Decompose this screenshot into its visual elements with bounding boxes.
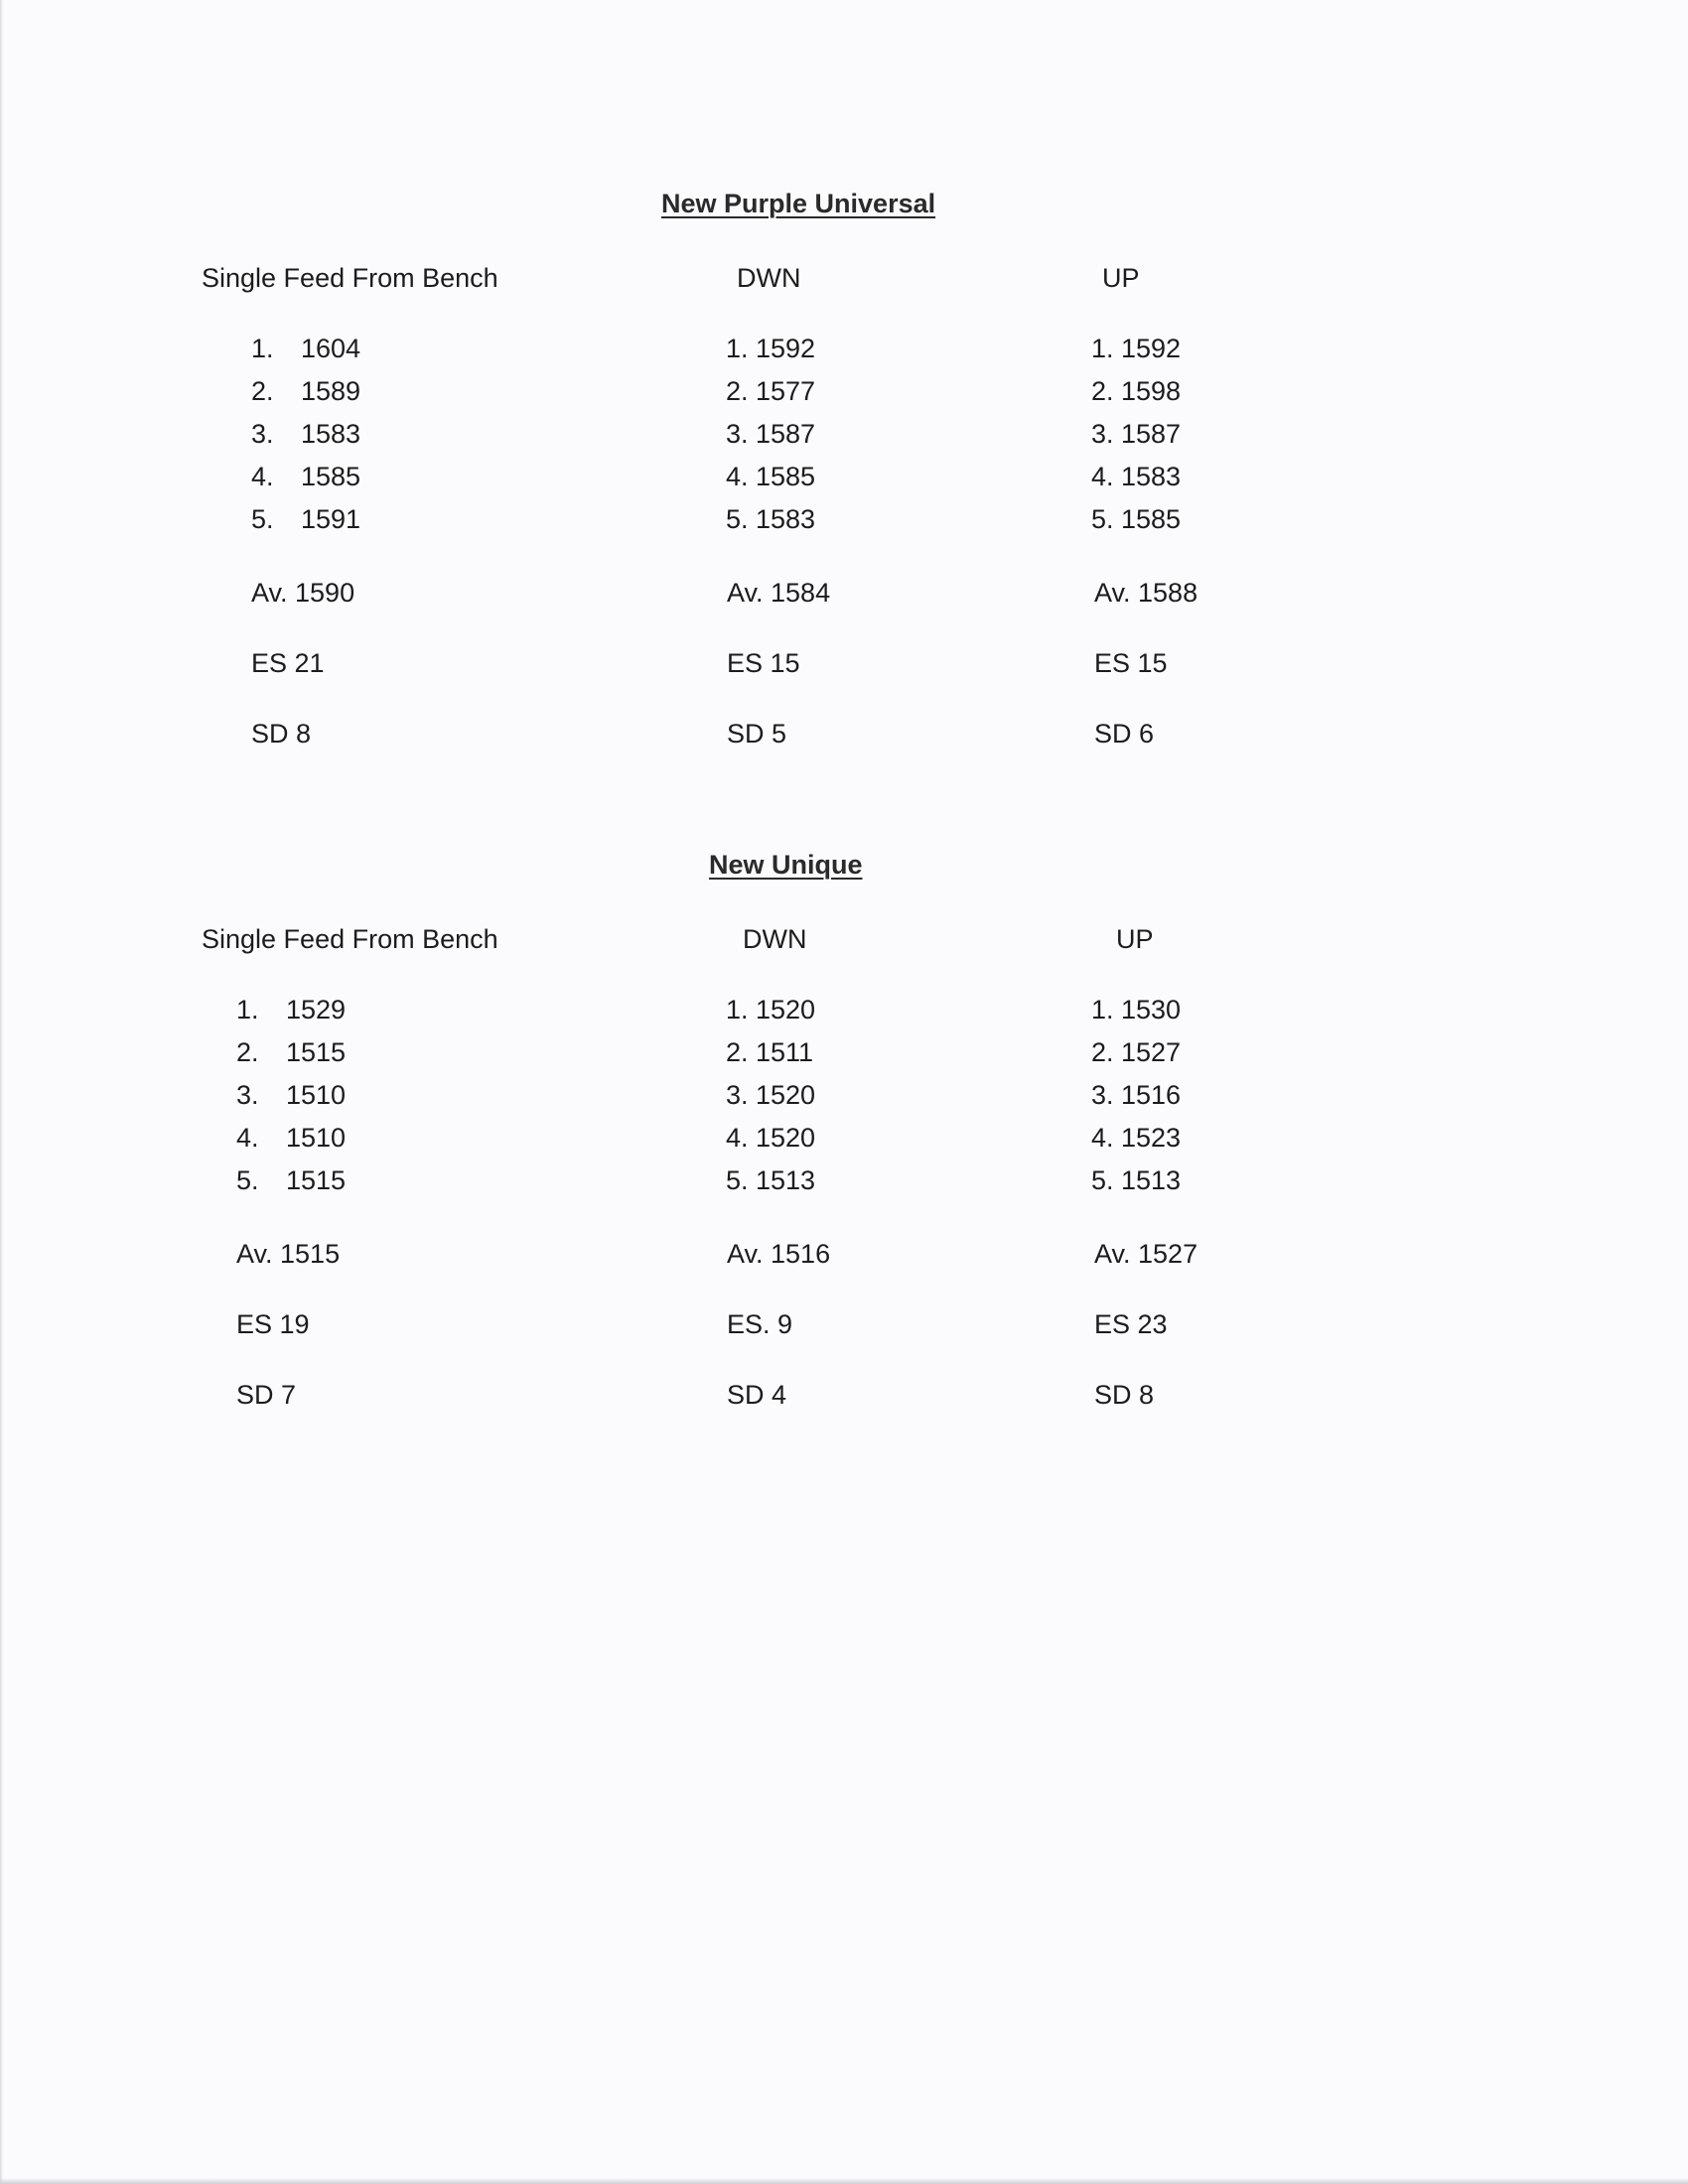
reading-value: 1583 bbox=[756, 504, 816, 534]
section-new-purple-universal bbox=[0, 189, 1688, 824]
section-title: New Unique bbox=[709, 850, 863, 880]
scan-bottom-edge bbox=[0, 2178, 1688, 2184]
reading-item bbox=[1091, 413, 1507, 456]
reading-value: 1583 bbox=[1121, 462, 1182, 491]
reading-item bbox=[1091, 1160, 1507, 1202]
reading-item bbox=[1091, 498, 1507, 541]
reading-number: 1. bbox=[251, 334, 274, 363]
reading-value: 1530 bbox=[1121, 995, 1182, 1024]
column-header: DWN bbox=[743, 924, 807, 954]
reading-number: 4. bbox=[251, 462, 274, 491]
readings-list bbox=[1051, 989, 1507, 1202]
reading-number: 1. bbox=[1091, 334, 1114, 363]
column-header: Single Feed From Bench bbox=[202, 924, 498, 954]
reading-value: 1604 bbox=[301, 334, 361, 363]
reading-value: 1516 bbox=[1121, 1080, 1182, 1110]
reading-value: 1592 bbox=[1121, 334, 1182, 363]
reading-item bbox=[251, 370, 658, 413]
reading-number: 4. bbox=[726, 1123, 749, 1153]
reading-number: 5. bbox=[726, 504, 749, 534]
column-single-feed-from-bench bbox=[202, 258, 658, 753]
reading-item bbox=[251, 328, 658, 370]
extreme-spread-value: ES 15 bbox=[1094, 648, 1168, 678]
reading-number: 5. bbox=[251, 504, 274, 534]
reading-number: 2. bbox=[251, 376, 274, 406]
reading-value: 1510 bbox=[286, 1123, 347, 1153]
reading-item bbox=[1091, 1031, 1507, 1074]
reading-number: 1. bbox=[726, 995, 749, 1024]
reading-number: 5. bbox=[726, 1165, 749, 1195]
reading-value: 1527 bbox=[1121, 1037, 1182, 1067]
readings-list bbox=[202, 328, 658, 541]
standard-deviation-value: SD 5 bbox=[727, 719, 787, 749]
reading-value: 1583 bbox=[301, 419, 361, 449]
reading-number: 2. bbox=[726, 1037, 749, 1067]
readings-list bbox=[1051, 328, 1507, 541]
standard-deviation-value: SD 8 bbox=[1094, 1380, 1155, 1410]
reading-value: 1529 bbox=[286, 995, 347, 1024]
reading-item bbox=[236, 1160, 658, 1202]
standard-deviation-value: SD 4 bbox=[727, 1380, 787, 1410]
reading-number: 3. bbox=[251, 419, 274, 449]
reading-number: 4. bbox=[726, 462, 749, 491]
section-title: New Purple Universal bbox=[661, 189, 936, 218]
average-value: Av. 1515 bbox=[236, 1239, 341, 1269]
column-header: Single Feed From Bench bbox=[202, 263, 498, 293]
extreme-spread-value: ES 23 bbox=[1094, 1309, 1168, 1339]
reading-number: 4. bbox=[1091, 1123, 1114, 1153]
reading-value: 1523 bbox=[1121, 1123, 1182, 1153]
reading-number: 3. bbox=[726, 419, 749, 449]
reading-value: 1520 bbox=[756, 1123, 816, 1153]
average-value: Av. 1527 bbox=[1094, 1239, 1198, 1269]
reading-number: 2. bbox=[726, 376, 749, 406]
reading-number: 5. bbox=[236, 1165, 259, 1195]
reading-number: 3. bbox=[1091, 1080, 1114, 1110]
reading-value: 1515 bbox=[286, 1165, 347, 1195]
standard-deviation-value: SD 7 bbox=[236, 1380, 297, 1410]
reading-value: 1591 bbox=[301, 504, 361, 534]
column-header: UP bbox=[1116, 924, 1154, 954]
reading-item bbox=[251, 456, 658, 498]
reading-number: 2. bbox=[1091, 376, 1114, 406]
reading-item bbox=[1091, 1117, 1507, 1160]
reading-value: 1515 bbox=[286, 1037, 347, 1067]
extreme-spread-value: ES 21 bbox=[251, 648, 325, 678]
reading-number: 5. bbox=[1091, 1165, 1114, 1195]
reading-item bbox=[251, 498, 658, 541]
reading-value: 1592 bbox=[756, 334, 816, 363]
reading-value: 1587 bbox=[1121, 419, 1182, 449]
reading-value: 1577 bbox=[756, 376, 816, 406]
reading-number: 4. bbox=[1091, 462, 1114, 491]
reading-value: 1585 bbox=[1121, 504, 1182, 534]
extreme-spread-value: ES. 9 bbox=[727, 1309, 793, 1339]
column-up bbox=[1051, 258, 1507, 753]
reading-number: 2. bbox=[1091, 1037, 1114, 1067]
reading-value: 1511 bbox=[756, 1037, 814, 1067]
reading-value: 1585 bbox=[301, 462, 361, 491]
column-header: UP bbox=[1102, 263, 1140, 293]
reading-value: 1513 bbox=[1121, 1165, 1182, 1195]
standard-deviation-value: SD 6 bbox=[1094, 719, 1155, 749]
reading-item bbox=[1091, 328, 1507, 370]
reading-value: 1598 bbox=[1121, 376, 1182, 406]
reading-value: 1520 bbox=[756, 995, 816, 1024]
readings-list bbox=[202, 989, 658, 1202]
average-value: Av. 1588 bbox=[1094, 578, 1198, 608]
reading-value: 1510 bbox=[286, 1080, 347, 1110]
average-value: Av. 1584 bbox=[727, 578, 831, 608]
reading-value: 1587 bbox=[756, 419, 816, 449]
column-header: DWN bbox=[737, 263, 801, 293]
reading-item bbox=[1091, 370, 1507, 413]
reading-number: 1. bbox=[726, 334, 749, 363]
extreme-spread-value: ES 19 bbox=[236, 1309, 310, 1339]
reading-number: 2. bbox=[236, 1037, 259, 1067]
reading-number: 5. bbox=[1091, 504, 1114, 534]
reading-number: 3. bbox=[236, 1080, 259, 1110]
reading-number: 1. bbox=[1091, 995, 1114, 1024]
reading-number: 1. bbox=[236, 995, 259, 1024]
standard-deviation-value: SD 8 bbox=[251, 719, 312, 749]
average-value: Av. 1516 bbox=[727, 1239, 831, 1269]
reading-value: 1585 bbox=[756, 462, 816, 491]
column-up bbox=[1051, 919, 1507, 1415]
reading-item bbox=[1091, 1074, 1507, 1117]
reading-value: 1513 bbox=[756, 1165, 816, 1195]
reading-item bbox=[1091, 989, 1507, 1031]
reading-value: 1589 bbox=[301, 376, 361, 406]
reading-number: 3. bbox=[1091, 419, 1114, 449]
reading-item bbox=[236, 1117, 658, 1160]
average-value: Av. 1590 bbox=[251, 578, 355, 608]
reading-item bbox=[236, 989, 658, 1031]
reading-item bbox=[1091, 456, 1507, 498]
reading-item bbox=[236, 1031, 658, 1074]
reading-number: 3. bbox=[726, 1080, 749, 1110]
reading-value: 1520 bbox=[756, 1080, 816, 1110]
reading-item bbox=[251, 413, 658, 456]
column-single-feed-from-bench bbox=[202, 919, 658, 1415]
reading-item bbox=[236, 1074, 658, 1117]
section-new-unique bbox=[0, 850, 1688, 1485]
extreme-spread-value: ES 15 bbox=[727, 648, 800, 678]
reading-number: 4. bbox=[236, 1123, 259, 1153]
